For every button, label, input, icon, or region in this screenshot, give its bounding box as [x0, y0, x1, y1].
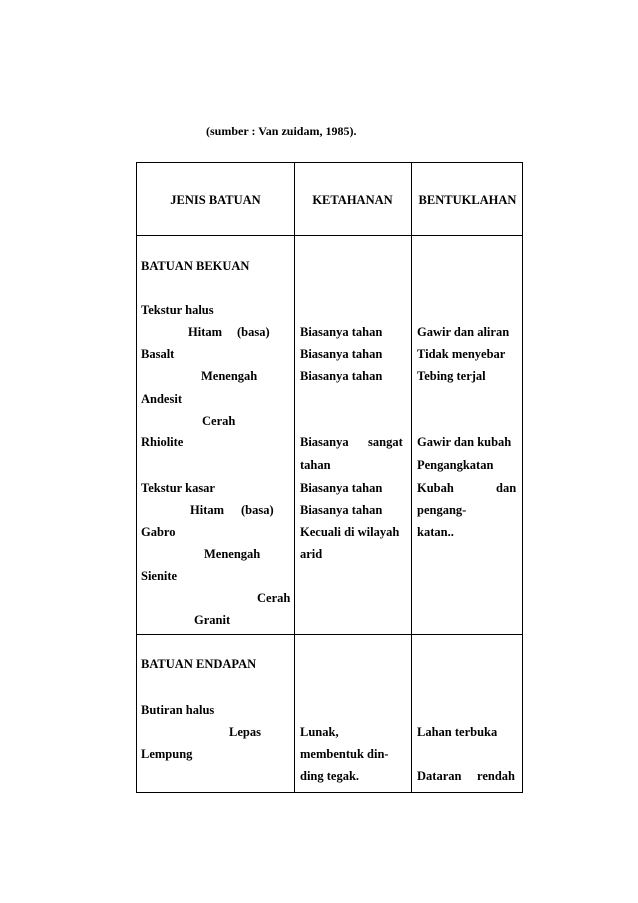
ketahanan-line: ding tegak.: [300, 769, 360, 783]
bentuklahan-line: rendah: [477, 769, 515, 783]
bentuklahan-line: dan: [496, 481, 517, 495]
source-note: (sumber : Van zuidam, 1985).: [206, 124, 357, 138]
ketahanan-line: tahan: [300, 458, 331, 472]
row-divider: [137, 634, 522, 635]
rock-line: Andesit: [141, 392, 182, 406]
ketahanan-line: membentuk din-: [300, 747, 389, 761]
ketahanan-line: Biasanya tahan: [300, 325, 383, 339]
rock-line: Granit: [194, 613, 231, 627]
ketahanan-line: Biasanya tahan: [300, 347, 383, 361]
rock-line: Basalt: [141, 347, 175, 361]
ketahanan-line: arid: [300, 547, 323, 561]
rock-line: Gabro: [141, 525, 176, 539]
rock-line: Hitam: [188, 325, 223, 339]
ketahanan-line: Kecuali di wilayah: [300, 525, 400, 539]
rock-line: Cerah: [202, 414, 236, 428]
bentuklahan-line: pengang-: [417, 503, 467, 517]
bentuklahan-line: Gawir dan aliran: [417, 325, 510, 339]
ketahanan-line: Biasanya tahan: [300, 369, 383, 383]
rock-resistance-table: [136, 162, 523, 793]
bentuklahan-line: Gawir dan kubah: [417, 435, 512, 449]
rock-line: Sienite: [141, 569, 178, 583]
bentuklahan-line: Tebing terjal: [417, 369, 486, 383]
bentuklahan-line: Pengangkatan: [417, 458, 494, 472]
ketahanan-line: Biasanya tahan: [300, 481, 383, 495]
row-divider: [137, 235, 522, 236]
rock-line: Menengah: [201, 369, 258, 383]
header-bentuklahan: BENTUKLAHAN: [418, 193, 517, 207]
rock-line: Hitam: [190, 503, 225, 517]
rock-line: Menengah: [204, 547, 261, 561]
header-ketahanan: KETAHANAN: [312, 193, 393, 207]
ketahanan-line: sangat: [368, 435, 403, 449]
section-title-batuan-bekuan: BATUAN BEKUAN: [141, 259, 250, 273]
rock-line: Cerah: [257, 591, 291, 605]
rock-line: Lempung: [141, 747, 193, 761]
ketahanan-line: Biasanya: [300, 435, 349, 449]
bentuklahan-line: Tidak menyebar: [417, 347, 506, 361]
bentuklahan-line: Dataran: [417, 769, 462, 783]
bentuklahan-line: Kubah: [417, 481, 454, 495]
header-jenis-batuan: JENIS BATUAN: [170, 193, 261, 207]
rock-line: Rhiolite: [141, 435, 184, 449]
rock-line: (basa): [237, 325, 270, 339]
rock-line: Tekstur kasar: [141, 481, 215, 495]
rock-line: (basa): [241, 503, 274, 517]
rock-line: Lepas: [229, 725, 261, 739]
bentuklahan-line: Lahan terbuka: [417, 725, 498, 739]
column-divider: [294, 163, 295, 792]
bentuklahan-line: katan..: [417, 525, 454, 539]
ketahanan-line: Lunak,: [300, 725, 339, 739]
rock-line: Tekstur halus: [141, 303, 214, 317]
rock-line: Butiran halus: [141, 703, 215, 717]
section-title-batuan-endapan: BATUAN ENDAPAN: [141, 657, 257, 671]
ketahanan-line: Biasanya tahan: [300, 503, 383, 517]
column-divider: [411, 163, 412, 792]
